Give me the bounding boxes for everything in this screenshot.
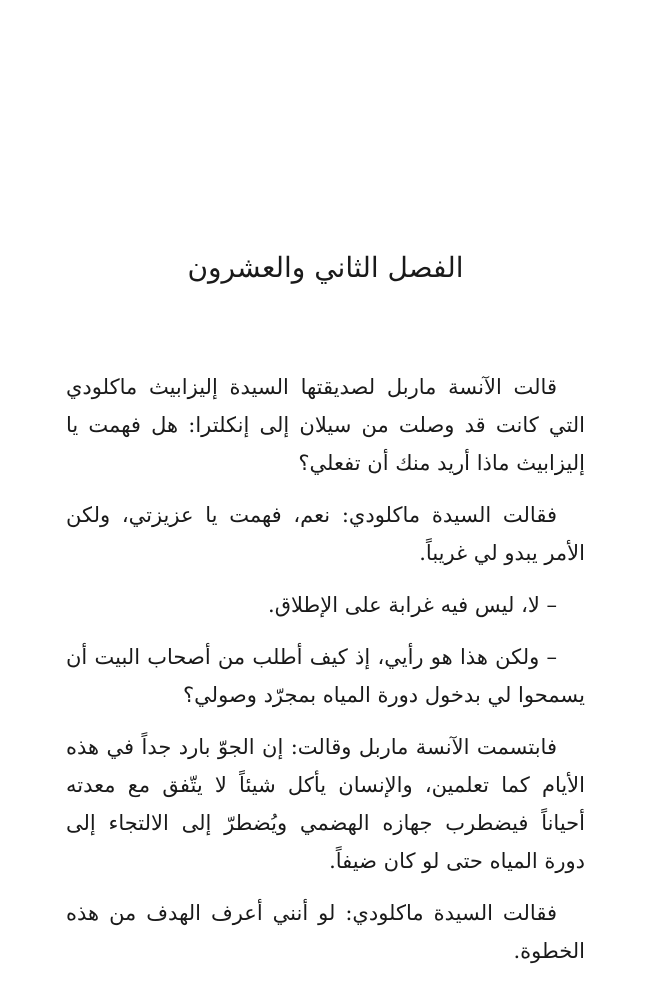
book-page bbox=[66, 0, 585, 1000]
paragraph: فابتسمت الآنسة ماربل وقالت: إن الجوّ بارد جداً في هذه الأيام كما تعلمين، والإنسان يأكل شيئاً لا يتّفق مع معدته أحياناً فيضطرب جهازه الهضمي ويُضطرّ إلى الالتجاء إلى دورة المياه حتى لو كان ضيفاً. bbox=[66, 735, 585, 873]
paragraph: قالت الآنسة ماربل لصديقتها السيدة إليزابيث ماكلودي التي كانت قد وصلت من سيلان إلى إنكلترا: هل فهمت يا إليزابيث ماذا أريد منك أن تفعلي؟ bbox=[66, 375, 585, 475]
paragraph: – ولكن هذا هو رأيي، إذ كيف أطلب من أصحاب البيت أن يسمحوا لي بدخول دورة المياه بمجرّد وصولي؟ bbox=[66, 645, 585, 707]
paragraph: – لا، ليس فيه غرابة على الإطلاق. bbox=[268, 593, 557, 617]
chapter-body bbox=[66, 368, 585, 984]
paragraph: فقالت السيدة ماكلودي: نعم، فهمت يا عزيزتي، ولكن الأمر يبدو لي غريباً. bbox=[66, 503, 585, 565]
paragraph: فقالت السيدة ماكلودي: لو أنني أعرف الهدف من هذه الخطوة. bbox=[66, 901, 585, 963]
chapter-title: الفصل الثاني والعشرون bbox=[187, 251, 464, 284]
